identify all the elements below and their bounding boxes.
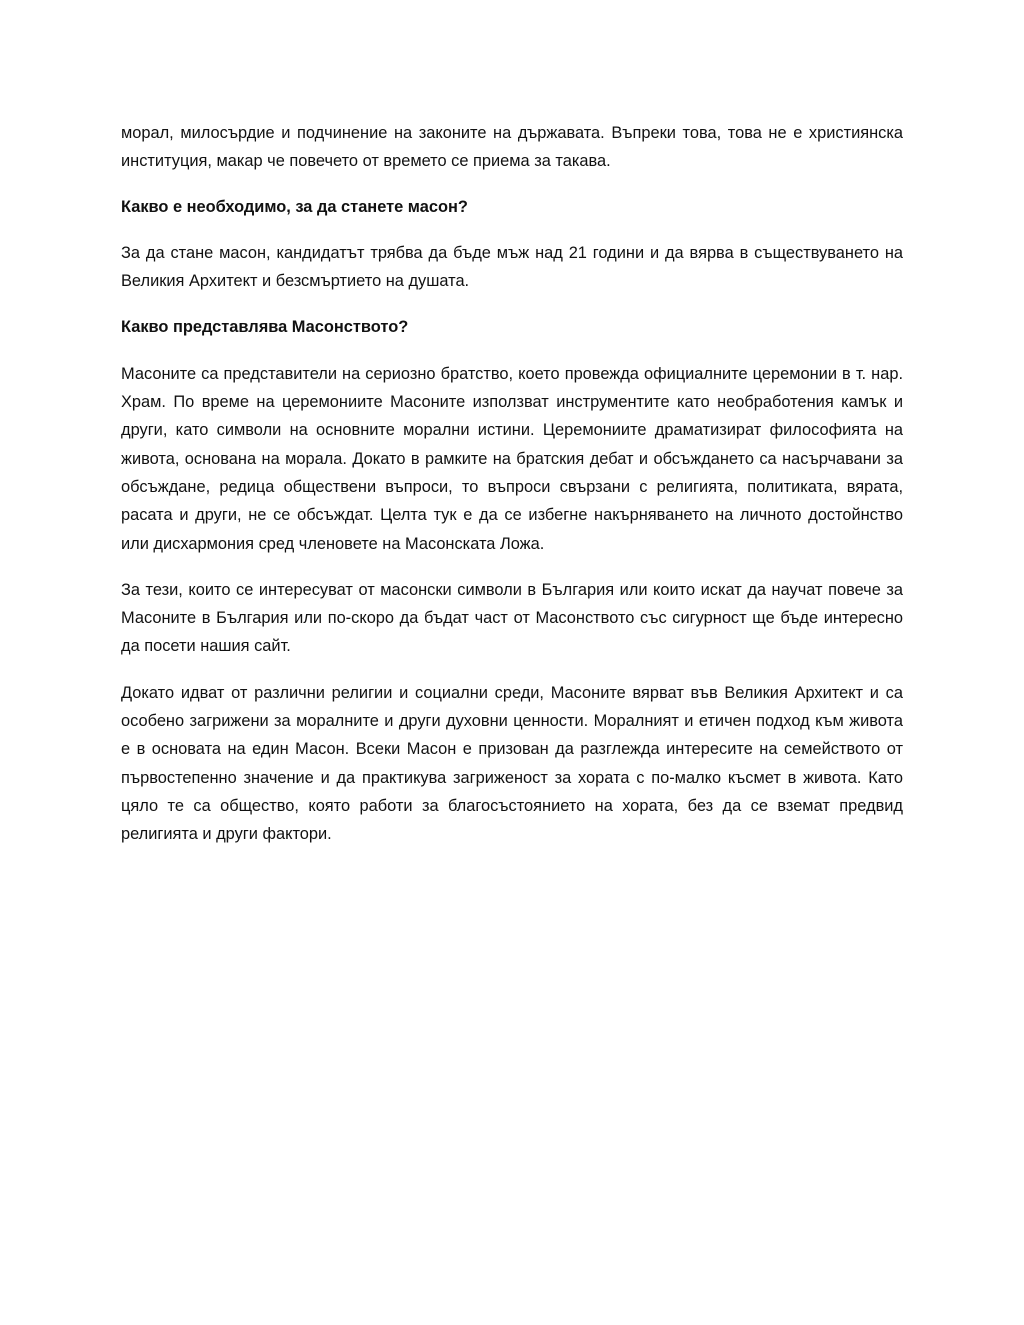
paragraph-intro: морал, милосърдие и подчинение на законите на държавата. Въпреки това, това не е християнска институция, макар че повечето от времето се приема за такава. (121, 124, 903, 171)
paragraph-freemasonry: Масоните са представители на сериозно братство, което провежда официалните церемонии в т. нар. Храм. По време на церемониите Масоните използват инструментите като необработения камък и други, като символи на основните морални истини. Церемониите драматизират философията на живота, основана на морала. Докато в рамките на братския дебат и обсъждането са насърчавани за обсъждане, редица обществени въпроси, то въпроси свързани с религията, политиката, вярата, расата и други, не се обсъждат. Целта тук е да се избегне накърняването на личното достойнство или дисхармония сред членовете на Масонската Ложа. (121, 364, 903, 553)
document-page (121, 119, 903, 867)
heading-requirements: Какво е необходимо, за да станете масон? (121, 197, 468, 216)
paragraph-interest: За тези, които се интересуват от масонски символи в България или които искат да научат повече за Масоните в България или по-скоро да бъдат част от Масонството със сигурност ще бъде интересно да посети нашия сайт. (121, 580, 903, 656)
heading-freemasonry: Какво представлява Масонството? (121, 318, 409, 337)
paragraph-values: Докато идват от различни религии и социални среди, Масоните вярват във Великия Архитект и са особено загрижени за моралните и други духовни ценности. Моралният и етичен подход към живота е в основата на един Масон. Всеки Масон е призован да разглежда интересите на семейството от първостепенно значение и да практикува загриженост за хората с по-малко късмет в живота. Като цяло те са общество, която работи за благосъстоянието на хората, без да се вземат предвид религията и други фактори. (121, 683, 903, 844)
paragraph-requirements: За да стане масон, кандидатът трябва да бъде мъж над 21 години и да вярва в съществуването на Великия Архитект и безсмъртието на душата. (121, 243, 903, 291)
